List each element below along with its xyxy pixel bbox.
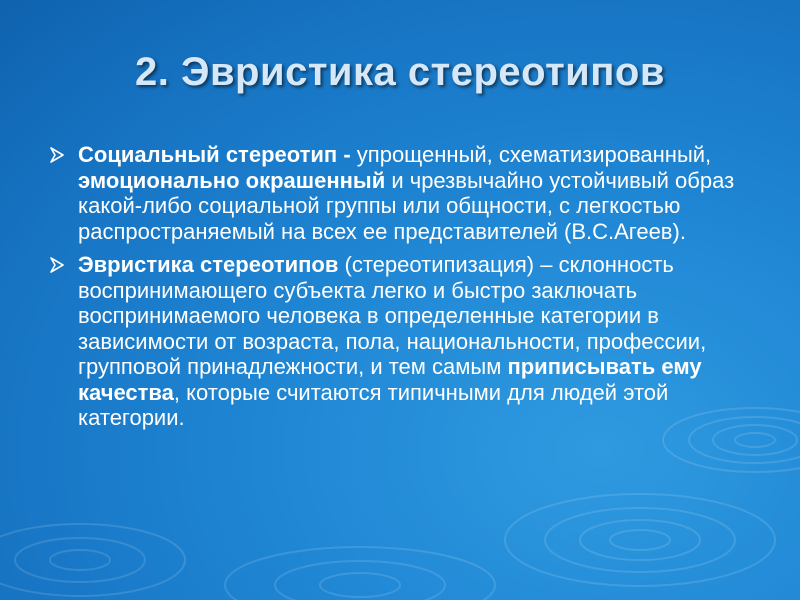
bullet-item-heuristic	[48, 252, 748, 431]
bullet-list	[48, 142, 748, 439]
arrowhead-bullet-icon	[50, 147, 64, 163]
definition-text: упрощенный, схематизированный,	[356, 142, 712, 167]
emphasis-text: эмоционально окрашенный	[78, 167, 386, 193]
arrowhead-bullet-icon	[50, 257, 64, 273]
definition-text-continued: и чрезвычайно устойчивый образ какой-либо социальной группы или общности, с легкостью распространяемый на всех ее представителей (В.С.Агеев).	[78, 167, 735, 244]
slide-title: 2. Эвристика стереотипов	[135, 50, 665, 94]
term-heuristic: Эвристика стереотипов	[78, 252, 339, 277]
term-social-stereotype: Социальный стереотип	[78, 142, 338, 167]
term-dash: -	[337, 142, 357, 167]
definition-text-continued: , которые считаются типичными для людей этой категории.	[78, 379, 669, 430]
definition-text: (стереотипизация) – склонность воспринимающего субъекта легко и быстро заключать воспринимаемого человека в определенные категории в зависимости от возраста, пола, национальности, профессии, групповой принадлежности, и тем самым	[78, 252, 707, 379]
bullet-item-social-stereotype	[48, 142, 748, 244]
emphasis-text: приписывать ему качества	[78, 354, 702, 405]
